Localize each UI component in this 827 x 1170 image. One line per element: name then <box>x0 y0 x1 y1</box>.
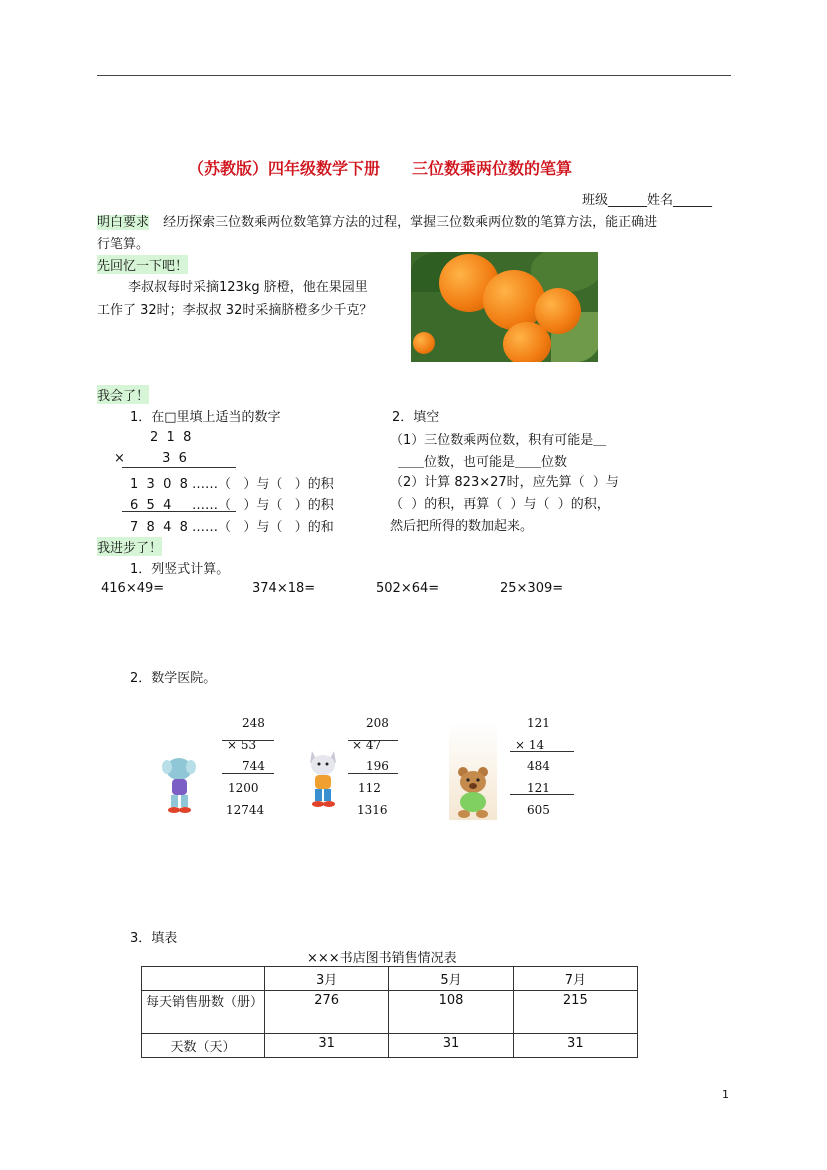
problem-1: 416×49= <box>101 581 165 596</box>
progress-heading: 我进步了！ <box>97 537 162 556</box>
hospital-1-partial-1: 744 <box>242 759 265 773</box>
bear-figure <box>449 722 497 820</box>
hospital-3-partial-1: 484 <box>527 759 550 773</box>
table-title: ×××书店图书销售情况表 <box>307 951 457 966</box>
progress-q3-title: 3．填表 <box>130 931 178 946</box>
table-header-cell: 5月 <box>389 967 513 991</box>
hospital-3-partial-2: 121 <box>527 781 550 795</box>
hospital-1-multiplicand: 248 <box>242 716 265 730</box>
table-header-row <box>142 967 638 991</box>
multiply-row-2: × 3 6 <box>114 451 187 466</box>
hospital-2-result: 1316 <box>357 803 388 817</box>
table-header-cell: 3月 <box>265 967 389 991</box>
table-cell: 108 <box>389 991 513 1034</box>
goal-text-continued: 行笔算。 <box>97 237 150 252</box>
hospital-3-line-1 <box>510 751 574 752</box>
hospital-3-multiplier: × 14 <box>515 738 545 752</box>
page-title: （苏教版）四年级数学下册 三位数乘两位数的笔算 <box>188 159 573 178</box>
orange-tree-photo <box>411 252 598 362</box>
table-header-cell <box>142 967 265 991</box>
hospital-3-result: 605 <box>527 803 550 817</box>
problem-2: 374×18= <box>252 581 316 596</box>
cat-figure <box>306 747 340 809</box>
table-row-label: 天数（天） <box>142 1034 265 1058</box>
table-row <box>142 1034 638 1058</box>
table-row-label: 每天销售册数（册） <box>142 991 265 1034</box>
hospital-3-line-2 <box>510 794 574 795</box>
hospital-2-multiplier: × 47 <box>352 738 382 752</box>
problem-4: 25×309= <box>500 581 564 596</box>
hospital-1-line-1 <box>222 740 274 741</box>
recall-heading: 先回忆一下吧！ <box>97 255 188 274</box>
multiply-row-3: 1 3 0 8 ……（ ）与（ ）的积 <box>130 477 334 492</box>
table-row <box>142 991 638 1034</box>
fill-line-1: （1）三位数乘两位数，积有可能是＿ <box>390 433 607 448</box>
hospital-2-line-2 <box>348 773 398 774</box>
header-rule <box>97 75 731 76</box>
goal-text: 经历探索三位数乘两位数笔算方法的过程，掌握三位数乘两位数的笔算方法，能正确进 <box>163 215 658 230</box>
page-number: 1 <box>722 1088 729 1101</box>
progress-q2-title: 2．数学医院。 <box>130 671 217 686</box>
problem-3: 502×64= <box>376 581 440 596</box>
table-cell: 31 <box>389 1034 513 1058</box>
class-name-line: 班级______姓名______ <box>582 193 713 208</box>
multiply-row-5: 7 8 4 8 ……（ ）与（ ）的和 <box>130 520 334 535</box>
hospital-2-multiplicand: 208 <box>366 716 389 730</box>
goal-paragraph <box>97 211 657 230</box>
learned-q1-title: 1．在□里填上适当的数字 <box>130 410 281 425</box>
fill-line-5: 然后把所得的数加起来。 <box>390 519 534 534</box>
sales-table <box>141 966 638 1058</box>
hospital-2-partial-1: 196 <box>366 759 389 773</box>
table-cell: 276 <box>265 991 389 1034</box>
multiply-line-1 <box>122 467 236 468</box>
recall-line-2: 工作了 32时；李叔叔 32时采摘脐橙多少千克？ <box>97 303 373 318</box>
hospital-1-partial-2: 1200 <box>228 781 259 795</box>
fill-line-4: （ ）的积，再算（ ）与（ ）的积， <box>390 497 610 512</box>
recall-line-1: 李叔叔每时采摘123kg 脐橙，他在果园里 <box>128 280 368 295</box>
fill-line-3: （2）计算 823×27时，应先算（ ）与 <box>390 475 619 490</box>
learned-q2-title: 2．填空 <box>392 410 440 425</box>
hospital-1-multiplier: × 53 <box>227 738 257 752</box>
goal-label: 明白要求 <box>97 215 150 230</box>
hospital-2-partial-2: 112 <box>358 781 381 795</box>
elephant-figure <box>162 755 196 815</box>
multiply-row-1: 2 1 8 <box>150 430 192 445</box>
multiply-row-4: 6 5 4 ……（ ）与（ ）的积 <box>130 498 334 513</box>
hospital-3-multiplicand: 121 <box>527 716 550 730</box>
fill-line-2: ＿＿位数，也可能是＿＿位数 <box>398 455 568 470</box>
table-cell: 31 <box>513 1034 637 1058</box>
progress-q1-title: 1．列竖式计算。 <box>130 562 230 577</box>
multiply-line-2 <box>122 511 236 512</box>
table-cell: 31 <box>265 1034 389 1058</box>
hospital-1-line-2 <box>222 773 274 774</box>
learned-heading: 我会了！ <box>97 385 149 404</box>
table-cell: 215 <box>513 991 637 1034</box>
table-header-cell: 7月 <box>513 967 637 991</box>
hospital-1-result: 12744 <box>226 803 265 817</box>
hospital-2-line-1 <box>348 740 398 741</box>
